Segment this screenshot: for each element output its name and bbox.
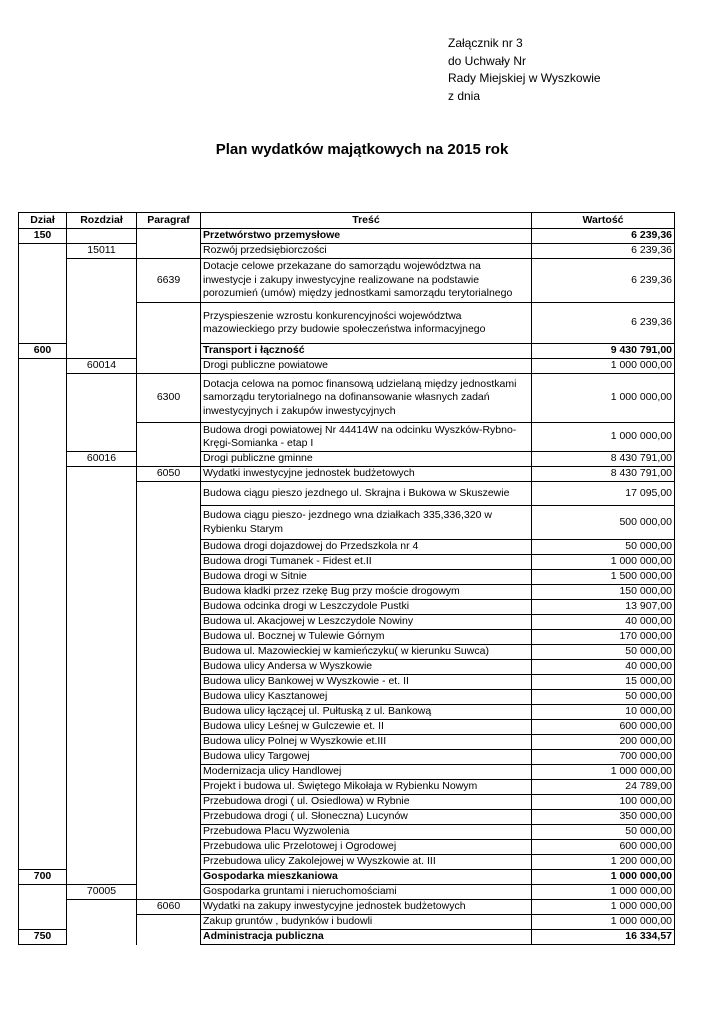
cell-dzial bbox=[19, 452, 67, 467]
cell-paragraf bbox=[137, 540, 201, 555]
table-row bbox=[19, 374, 675, 423]
cell-dzial bbox=[19, 506, 67, 540]
table-row bbox=[19, 615, 675, 630]
cell-rozdzial bbox=[67, 482, 137, 506]
cell-dzial bbox=[19, 600, 67, 615]
table-row bbox=[19, 244, 675, 259]
table-row bbox=[19, 810, 675, 825]
cell-rozdzial: 60014 bbox=[67, 359, 137, 374]
cell-paragraf bbox=[137, 555, 201, 570]
cell-wartosc: 16 334,57 bbox=[532, 930, 675, 945]
header-tresc: Treść bbox=[201, 213, 532, 229]
cell-rozdzial bbox=[67, 930, 137, 945]
expenditure-table bbox=[18, 212, 675, 945]
header-rozdzial: Rozdział bbox=[67, 213, 137, 229]
cell-wartosc: 150 000,00 bbox=[532, 585, 675, 600]
cell-tresc: Przebudowa Placu Wyzwolenia bbox=[201, 825, 532, 840]
cell-rozdzial bbox=[67, 765, 137, 780]
cell-tresc: Budowa ciągu pieszo jezdnego ul. Skrajna i Bukowa w Skuszewie bbox=[201, 482, 532, 506]
cell-tresc: Budowa ulicy Bankowej w Wyszkowie - et. II bbox=[201, 675, 532, 690]
cell-wartosc: 9 430 791,00 bbox=[532, 344, 675, 359]
cell-rozdzial bbox=[67, 540, 137, 555]
table-row bbox=[19, 735, 675, 750]
annex-line: Załącznik nr 3 bbox=[448, 36, 523, 50]
cell-wartosc: 40 000,00 bbox=[532, 615, 675, 630]
cell-tresc: Dotacje celowe przekazane do samorządu województwa na inwestycje i zakupy inwestycyjne realizowane na podstawie porozumień (umów) między jednostkami samorządu terytorialnego bbox=[201, 259, 532, 303]
cell-dzial bbox=[19, 467, 67, 482]
cell-wartosc: 24 789,00 bbox=[532, 780, 675, 795]
cell-paragraf bbox=[137, 359, 201, 374]
cell-dzial bbox=[19, 885, 67, 900]
cell-tresc: Budowa ul. Akacjowej w Leszczydole Nowiny bbox=[201, 615, 532, 630]
annex-line: Rady Miejskiej w Wyszkowie bbox=[448, 71, 601, 85]
cell-dzial bbox=[19, 720, 67, 735]
cell-dzial bbox=[19, 675, 67, 690]
cell-dzial bbox=[19, 645, 67, 660]
cell-rozdzial bbox=[67, 915, 137, 930]
cell-dzial bbox=[19, 840, 67, 855]
table-row bbox=[19, 885, 675, 900]
cell-wartosc: 600 000,00 bbox=[532, 840, 675, 855]
cell-tresc: Administracja publiczna bbox=[201, 930, 532, 945]
cell-paragraf bbox=[137, 690, 201, 705]
header-paragraf: Paragraf bbox=[137, 213, 201, 229]
cell-paragraf bbox=[137, 344, 201, 359]
cell-rozdzial: 15011 bbox=[67, 244, 137, 259]
cell-dzial bbox=[19, 244, 67, 259]
cell-dzial: 750 bbox=[19, 930, 67, 945]
cell-paragraf bbox=[137, 840, 201, 855]
table-row bbox=[19, 630, 675, 645]
cell-tresc: Projekt i budowa ul. Świętego Mikołaja w Rybienku Nowym bbox=[201, 780, 532, 795]
cell-rozdzial bbox=[67, 855, 137, 870]
cell-rozdzial bbox=[67, 615, 137, 630]
cell-tresc: Budowa ul. Bocznej w Tulewie Górnym bbox=[201, 630, 532, 645]
cell-tresc: Budowa ul. Mazowieckiej w kamieńczyku( w kierunku Suwca) bbox=[201, 645, 532, 660]
cell-paragraf: 6300 bbox=[137, 374, 201, 423]
cell-tresc: Wydatki inwestycyjne jednostek budżetowych bbox=[201, 467, 532, 482]
cell-paragraf bbox=[137, 244, 201, 259]
cell-rozdzial bbox=[67, 645, 137, 660]
table-row bbox=[19, 705, 675, 720]
cell-tresc: Budowa drogi dojazdowej do Przedszkola nr 4 bbox=[201, 540, 532, 555]
cell-tresc: Przebudowa ulicy Zakolejowej w Wyszkowie at. III bbox=[201, 855, 532, 870]
cell-rozdzial bbox=[67, 506, 137, 540]
cell-tresc: Budowa ulicy Targowej bbox=[201, 750, 532, 765]
cell-paragraf bbox=[137, 915, 201, 930]
cell-dzial bbox=[19, 374, 67, 423]
cell-wartosc: 8 430 791,00 bbox=[532, 467, 675, 482]
cell-rozdzial bbox=[67, 900, 137, 915]
cell-dzial bbox=[19, 303, 67, 344]
cell-wartosc: 8 430 791,00 bbox=[532, 452, 675, 467]
cell-rozdzial bbox=[67, 423, 137, 452]
cell-paragraf bbox=[137, 765, 201, 780]
table-row bbox=[19, 423, 675, 452]
cell-paragraf bbox=[137, 825, 201, 840]
cell-paragraf bbox=[137, 780, 201, 795]
table-row bbox=[19, 555, 675, 570]
cell-rozdzial bbox=[67, 825, 137, 840]
cell-tresc: Budowa ulicy łączącej ul. Pułtuską z ul. Bankową bbox=[201, 705, 532, 720]
cell-dzial bbox=[19, 705, 67, 720]
cell-wartosc: 1 500 000,00 bbox=[532, 570, 675, 585]
cell-wartosc: 1 000 000,00 bbox=[532, 765, 675, 780]
cell-paragraf bbox=[137, 482, 201, 506]
table-row bbox=[19, 780, 675, 795]
cell-dzial bbox=[19, 585, 67, 600]
cell-wartosc: 500 000,00 bbox=[532, 506, 675, 540]
cell-dzial bbox=[19, 780, 67, 795]
table-row bbox=[19, 765, 675, 780]
cell-rozdzial bbox=[67, 705, 137, 720]
cell-paragraf bbox=[137, 229, 201, 244]
header-dzial: Dział bbox=[19, 213, 67, 229]
cell-dzial bbox=[19, 359, 67, 374]
cell-rozdzial bbox=[67, 600, 137, 615]
table-row bbox=[19, 915, 675, 930]
cell-paragraf bbox=[137, 600, 201, 615]
table-row bbox=[19, 359, 675, 374]
cell-wartosc: 6 239,36 bbox=[532, 303, 675, 344]
table-row bbox=[19, 506, 675, 540]
cell-paragraf bbox=[137, 720, 201, 735]
cell-wartosc: 17 095,00 bbox=[532, 482, 675, 506]
cell-paragraf bbox=[137, 870, 201, 885]
cell-wartosc: 1 000 000,00 bbox=[532, 423, 675, 452]
cell-wartosc: 6 239,36 bbox=[532, 229, 675, 244]
cell-tresc: Budowa ulicy Leśnej w Gulczewie et. II bbox=[201, 720, 532, 735]
table-row bbox=[19, 452, 675, 467]
cell-paragraf bbox=[137, 452, 201, 467]
cell-tresc: Budowa ulicy Kasztanowej bbox=[201, 690, 532, 705]
cell-dzial bbox=[19, 735, 67, 750]
table-row bbox=[19, 585, 675, 600]
cell-tresc: Budowa ulicy Andersa w Wyszkowie bbox=[201, 660, 532, 675]
cell-wartosc: 700 000,00 bbox=[532, 750, 675, 765]
header-wartosc: Wartość bbox=[532, 213, 675, 229]
cell-dzial bbox=[19, 423, 67, 452]
cell-dzial bbox=[19, 540, 67, 555]
page-title: Plan wydatków majątkowych na 2015 rok bbox=[215, 141, 509, 158]
cell-tresc: Rozwój przedsiębiorczości bbox=[201, 244, 532, 259]
cell-paragraf bbox=[137, 885, 201, 900]
cell-wartosc: 100 000,00 bbox=[532, 795, 675, 810]
cell-paragraf bbox=[137, 506, 201, 540]
cell-tresc: Drogi publiczne powiatowe bbox=[201, 359, 532, 374]
cell-paragraf bbox=[137, 630, 201, 645]
cell-tresc: Budowa odcinka drogi w Leszczydole Pustki bbox=[201, 600, 532, 615]
cell-dzial bbox=[19, 900, 67, 915]
cell-wartosc: 1 000 000,00 bbox=[532, 374, 675, 423]
cell-dzial bbox=[19, 615, 67, 630]
cell-rozdzial bbox=[67, 750, 137, 765]
cell-dzial bbox=[19, 795, 67, 810]
cell-dzial bbox=[19, 750, 67, 765]
cell-tresc: Budowa drogi w Sitnie bbox=[201, 570, 532, 585]
cell-rozdzial bbox=[67, 344, 137, 359]
cell-dzial bbox=[19, 825, 67, 840]
cell-paragraf: 6050 bbox=[137, 467, 201, 482]
cell-wartosc: 1 000 000,00 bbox=[532, 915, 675, 930]
cell-dzial bbox=[19, 915, 67, 930]
cell-paragraf bbox=[137, 930, 201, 945]
cell-rozdzial bbox=[67, 795, 137, 810]
cell-dzial: 600 bbox=[19, 344, 67, 359]
annex-line: do Uchwały Nr bbox=[448, 53, 527, 68]
cell-dzial: 700 bbox=[19, 870, 67, 885]
table-row bbox=[19, 930, 675, 945]
table-row bbox=[19, 600, 675, 615]
cell-wartosc: 1 000 000,00 bbox=[532, 870, 675, 885]
cell-paragraf bbox=[137, 570, 201, 585]
cell-dzial bbox=[19, 630, 67, 645]
cell-dzial bbox=[19, 482, 67, 506]
cell-wartosc: 13 907,00 bbox=[532, 600, 675, 615]
table-row bbox=[19, 855, 675, 870]
cell-wartosc: 200 000,00 bbox=[532, 735, 675, 750]
cell-rozdzial bbox=[67, 229, 137, 244]
cell-wartosc: 50 000,00 bbox=[532, 825, 675, 840]
cell-paragraf bbox=[137, 855, 201, 870]
cell-wartosc: 1 200 000,00 bbox=[532, 855, 675, 870]
table-row bbox=[19, 900, 675, 915]
cell-rozdzial bbox=[67, 570, 137, 585]
table-row bbox=[19, 825, 675, 840]
table-row bbox=[19, 720, 675, 735]
annex-note bbox=[448, 35, 601, 105]
cell-rozdzial bbox=[67, 840, 137, 855]
cell-wartosc: 1 000 000,00 bbox=[532, 555, 675, 570]
cell-tresc: Przyspieszenie wzrostu konkurencyjności województwa mazowieckiego przy budowie społeczeństwa informacyjnego bbox=[201, 303, 532, 344]
cell-paragraf: 6060 bbox=[137, 900, 201, 915]
cell-dzial bbox=[19, 555, 67, 570]
cell-tresc: Gospodarka gruntami i nieruchomościami bbox=[201, 885, 532, 900]
cell-rozdzial bbox=[67, 585, 137, 600]
annex-line: z dnia bbox=[448, 88, 481, 103]
cell-rozdzial bbox=[67, 810, 137, 825]
cell-wartosc: 50 000,00 bbox=[532, 690, 675, 705]
cell-tresc: Przebudowa drogi ( ul. Osiedlowa) w Rybnie bbox=[201, 795, 532, 810]
table-row bbox=[19, 660, 675, 675]
cell-paragraf bbox=[137, 645, 201, 660]
table-row bbox=[19, 259, 675, 303]
table-row bbox=[19, 482, 675, 506]
cell-wartosc: 10 000,00 bbox=[532, 705, 675, 720]
cell-wartosc: 50 000,00 bbox=[532, 540, 675, 555]
cell-dzial bbox=[19, 259, 67, 303]
cell-dzial bbox=[19, 810, 67, 825]
cell-tresc: Zakup gruntów , budynków i budowli bbox=[201, 915, 532, 930]
cell-wartosc: 1 000 000,00 bbox=[532, 900, 675, 915]
cell-wartosc: 1 000 000,00 bbox=[532, 885, 675, 900]
cell-tresc: Budowa drogi Tumanek - Fidest et.II bbox=[201, 555, 532, 570]
cell-paragraf bbox=[137, 675, 201, 690]
cell-wartosc: 350 000,00 bbox=[532, 810, 675, 825]
cell-wartosc: 1 000 000,00 bbox=[532, 359, 675, 374]
cell-paragraf bbox=[137, 750, 201, 765]
cell-tresc: Przebudowa ulic Przelotowej i Ogrodowej bbox=[201, 840, 532, 855]
cell-rozdzial bbox=[67, 303, 137, 344]
table-header-row bbox=[19, 213, 675, 229]
cell-wartosc: 6 239,36 bbox=[532, 244, 675, 259]
table-row bbox=[19, 229, 675, 244]
cell-rozdzial bbox=[67, 467, 137, 482]
cell-paragraf bbox=[137, 735, 201, 750]
cell-paragraf bbox=[137, 795, 201, 810]
cell-tresc: Budowa kładki przez rzekę Bug przy moście drogowym bbox=[201, 585, 532, 600]
cell-rozdzial bbox=[67, 374, 137, 423]
cell-tresc: Gospodarka mieszkaniowa bbox=[201, 870, 532, 885]
cell-paragraf bbox=[137, 705, 201, 720]
cell-dzial bbox=[19, 570, 67, 585]
cell-rozdzial bbox=[67, 660, 137, 675]
cell-paragraf bbox=[137, 423, 201, 452]
table-row bbox=[19, 303, 675, 344]
cell-tresc: Dotacja celowa na pomoc finansową udzielaną między jednostkami samorządu terytorialnego na dofinansowanie własnych zadań inwestycyjnych i zakupów inwestycyjnych bbox=[201, 374, 532, 423]
table-row bbox=[19, 840, 675, 855]
cell-tresc: Wydatki na zakupy inwestycyjne jednostek budżetowych bbox=[201, 900, 532, 915]
cell-dzial bbox=[19, 660, 67, 675]
table-row bbox=[19, 750, 675, 765]
cell-rozdzial bbox=[67, 720, 137, 735]
cell-dzial bbox=[19, 855, 67, 870]
table-row bbox=[19, 645, 675, 660]
cell-tresc: Budowa drogi powiatowej Nr 44414W na odcinku Wyszków-Rybno-Kręgi-Somianka - etap I bbox=[201, 423, 532, 452]
cell-rozdzial bbox=[67, 870, 137, 885]
table-row bbox=[19, 870, 675, 885]
table-row bbox=[19, 795, 675, 810]
cell-paragraf bbox=[137, 303, 201, 344]
cell-wartosc: 600 000,00 bbox=[532, 720, 675, 735]
cell-tresc: Drogi publiczne gminne bbox=[201, 452, 532, 467]
cell-rozdzial: 60016 bbox=[67, 452, 137, 467]
cell-rozdzial bbox=[67, 675, 137, 690]
cell-tresc: Budowa ciągu pieszo- jezdnego wna działkach 335,336,320 w Rybienku Starym bbox=[201, 506, 532, 540]
cell-wartosc: 40 000,00 bbox=[532, 660, 675, 675]
cell-rozdzial bbox=[67, 780, 137, 795]
cell-paragraf bbox=[137, 585, 201, 600]
cell-rozdzial bbox=[67, 555, 137, 570]
cell-paragraf: 6639 bbox=[137, 259, 201, 303]
cell-rozdzial: 70005 bbox=[67, 885, 137, 900]
cell-rozdzial bbox=[67, 690, 137, 705]
table-row bbox=[19, 540, 675, 555]
cell-dzial: 150 bbox=[19, 229, 67, 244]
cell-dzial bbox=[19, 765, 67, 780]
table-row bbox=[19, 570, 675, 585]
table-row bbox=[19, 675, 675, 690]
cell-rozdzial bbox=[67, 259, 137, 303]
table-row bbox=[19, 344, 675, 359]
cell-paragraf bbox=[137, 660, 201, 675]
cell-rozdzial bbox=[67, 630, 137, 645]
cell-paragraf bbox=[137, 615, 201, 630]
table-row bbox=[19, 467, 675, 482]
cell-wartosc: 6 239,36 bbox=[532, 259, 675, 303]
cell-wartosc: 170 000,00 bbox=[532, 630, 675, 645]
cell-paragraf bbox=[137, 810, 201, 825]
table-row bbox=[19, 690, 675, 705]
cell-tresc: Budowa ulicy Polnej w Wyszkowie et.III bbox=[201, 735, 532, 750]
cell-tresc: Transport i łączność bbox=[201, 344, 532, 359]
cell-rozdzial bbox=[67, 735, 137, 750]
cell-tresc: Przetwórstwo przemysłowe bbox=[201, 229, 532, 244]
cell-tresc: Przebudowa drogi ( ul. Słoneczna) Lucynów bbox=[201, 810, 532, 825]
cell-dzial bbox=[19, 690, 67, 705]
cell-wartosc: 15 000,00 bbox=[532, 675, 675, 690]
cell-tresc: Modernizacja ulicy Handlowej bbox=[201, 765, 532, 780]
cell-wartosc: 50 000,00 bbox=[532, 645, 675, 660]
